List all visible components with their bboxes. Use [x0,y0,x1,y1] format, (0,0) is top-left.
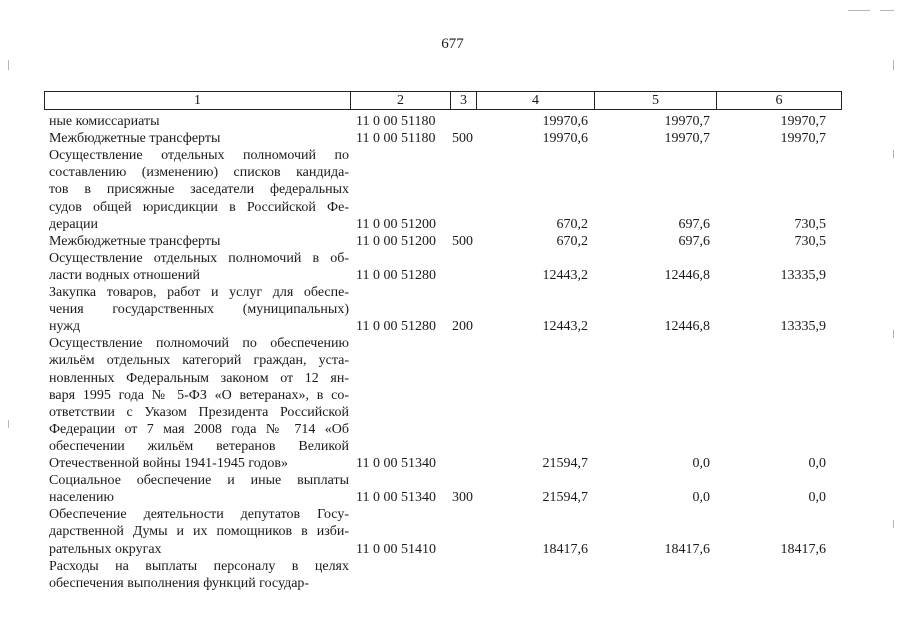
row-code: 11 0 00 51180 [356,114,436,129]
row-description-line: населению [49,490,114,506]
row-value-col4: 19970,6 [542,114,588,129]
header-col-4: 4 [477,92,595,109]
row-description-line: Осуществление отдельных полномочий по [49,148,349,164]
scan-mark [8,420,9,428]
row-value-col4: 12443,2 [542,319,588,335]
row-value-col4: 670,2 [556,233,588,249]
row-description-line: Обеспечение деятельности депутатов Госу- [49,507,349,523]
row-value-col5: 697,6 [678,233,710,249]
row-value-col5: 0,0 [692,456,710,471]
row-value-col6: 19970,7 [780,131,826,147]
scan-mark [893,330,894,338]
row-code: 11 0 00 51410 [356,541,436,557]
row-value-col6: 730,5 [794,233,826,249]
row-description-line: дерации [49,216,99,232]
row-description-line: дарственной Думы и их помощников в изби- [49,524,349,540]
row-expense-type: 300 [452,490,473,506]
row-value-col4: 21594,7 [542,490,588,506]
row-value-col5: 19970,7 [664,131,710,147]
row-value-col6: 0,0 [808,456,826,471]
row-description-line: Межбюджетные трансферты [49,131,221,147]
row-value-col5: 697,6 [678,216,710,232]
header-col-3: 3 [451,92,477,109]
row-value-col6: 13335,9 [780,267,826,283]
row-description-line: чения государственных (муниципальных) [49,302,349,318]
page-number: 677 [441,36,464,52]
header-col-2: 2 [351,92,451,109]
row-description-line: новленных Федеральным законом от 12 ян- [49,370,349,386]
row-code: 11 0 00 51340 [356,490,436,506]
row-description-line: варя 1995 года № 5-ФЗ «О ветеранах», в со- [49,387,349,403]
row-code: 11 0 00 51280 [356,267,436,283]
row-description-line: тов в присяжные заседатели федеральных [49,182,349,198]
row-code: 11 0 00 51200 [356,216,436,232]
row-value-col4: 21594,7 [542,456,588,471]
row-value-col6: 0,0 [808,490,826,506]
scan-mark [893,520,894,528]
row-value-col5: 12446,8 [664,267,710,283]
row-value-col4: 12443,2 [542,267,588,283]
row-code: 11 0 00 51200 [356,233,436,249]
row-code: 11 0 00 51180 [356,131,436,147]
scan-mark [8,60,9,70]
row-description-line: Закупка товаров, работ и услуг для обеспе- [49,285,349,300]
row-value-col5: 12446,8 [664,319,710,335]
row-description-line: рательных округах [49,541,162,557]
row-value-col6: 18417,6 [780,541,826,557]
header-col-5: 5 [595,92,717,109]
row-expense-type: 200 [452,319,473,335]
row-value-col5: 0,0 [692,490,710,506]
row-description-line: Межбюджетные трансферты [49,233,221,249]
row-description-line: Осуществление полномочий по обеспечению [49,336,349,352]
row-value-col5: 18417,6 [664,541,710,557]
row-description-line: составлению (изменению) списков кандида- [49,165,349,181]
row-description-line: ответствии с Указом Президента Российской [49,404,349,420]
row-value-col4: 670,2 [556,216,588,232]
scan-mark [880,10,894,11]
row-description-line: Социальное обеспечение и иные выплаты [49,473,349,489]
row-description-line: обеспечения выполнения функций государ- [49,575,310,591]
row-description-line: жильём отдельных категорий граждан, уста- [49,353,349,369]
scan-mark [893,150,894,158]
row-expense-type: 500 [452,233,473,249]
row-value-col6: 13335,9 [780,319,826,335]
row-description-line: Отечественной войны 1941-1945 годов» [49,456,289,471]
row-value-col5: 19970,7 [664,114,710,129]
row-description-line: Расходы на выплаты персоналу в целях [49,558,349,574]
scan-mark [848,10,870,11]
row-value-col6: 730,5 [794,216,826,232]
row-description-line: судов общей юрисдикции в Российской Фе- [49,199,349,215]
row-description-line: ласти водных отношений [49,267,201,283]
header-col-1: 1 [45,92,351,109]
row-value-col4: 18417,6 [542,541,588,557]
row-code: 11 0 00 51340 [356,456,436,471]
row-description-line: нужд [49,319,81,335]
row-description-line: ные комиссариаты [49,114,160,129]
table-header [44,91,842,110]
row-code: 11 0 00 51280 [356,319,436,335]
row-description-line: обеспечении жильём ветеранов Великой [49,438,349,454]
row-value-col4: 19970,6 [542,131,588,147]
row-description-line: Федерации от 7 мая 2008 года № 714 «Об [49,421,349,437]
header-col-6: 6 [775,93,783,108]
row-value-col6: 19970,7 [780,114,826,129]
row-description-line: Осуществление отдельных полномочий в об- [49,250,349,266]
row-expense-type: 500 [452,131,473,147]
scan-mark [893,60,894,70]
